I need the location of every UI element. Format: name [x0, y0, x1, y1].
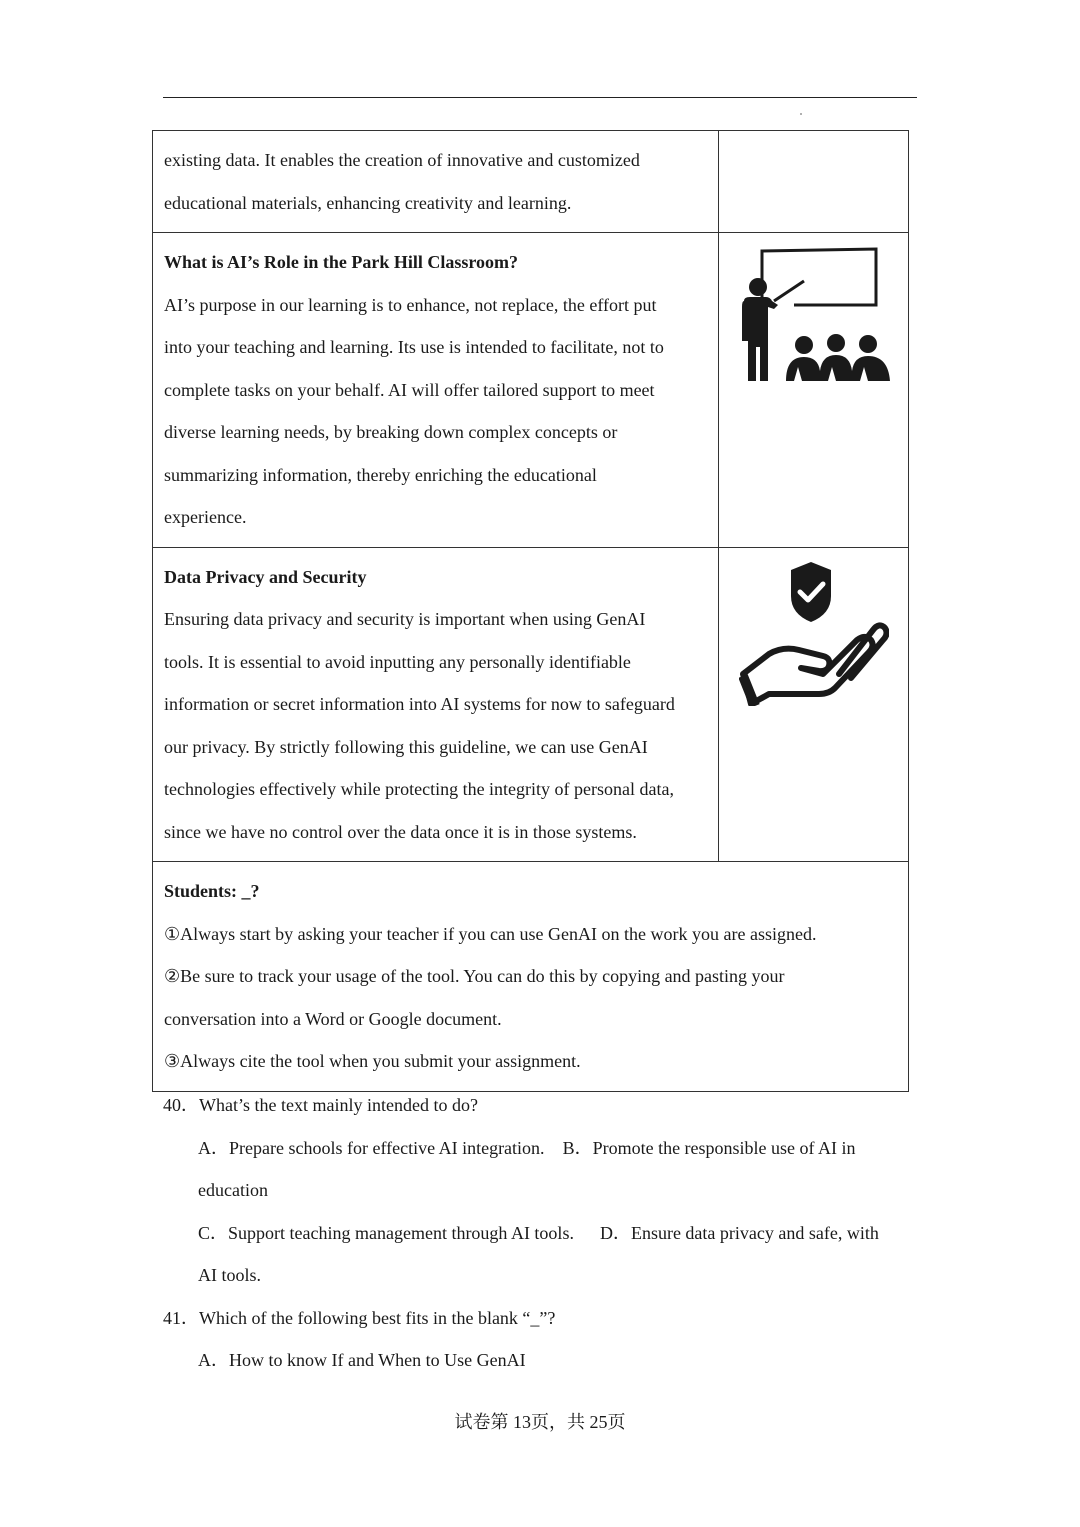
option-line — [163, 1339, 923, 1382]
teacher-classroom-icon — [734, 241, 894, 381]
row2-text-cell — [153, 233, 719, 548]
paragraph-line: since we have no control over the data once it is in those systems. — [164, 821, 637, 842]
paragraph-line: information or secret information into AI systems for now to safeguard — [164, 694, 675, 714]
option-line — [163, 1169, 923, 1212]
questions-section — [163, 1084, 923, 1382]
paragraph-line: ③Always cite the tool when you submit your assignment. — [164, 1051, 581, 1071]
paragraph-line: complete tasks on your behalf. AI will offer tailored support to meet — [164, 379, 655, 400]
option-b: B．Promote the responsible use of AI in — [562, 1137, 856, 1158]
option-a: A．Prepare schools for effective AI integration. — [198, 1137, 545, 1158]
row3-icon-cell — [719, 547, 909, 862]
page-footer: 试卷第 13页，共 25页 — [454, 1412, 626, 1432]
paragraph-line: our privacy. By strictly following this guideline, we can use GenAI — [164, 736, 648, 757]
table-row — [153, 233, 909, 548]
option-d: D．Ensure data privacy and safe, with — [599, 1222, 879, 1243]
row2-icon-cell — [719, 233, 909, 548]
header-dot — [800, 113, 802, 115]
option-line — [163, 1254, 923, 1297]
table-row — [153, 547, 909, 862]
row1-icon-cell — [719, 131, 909, 233]
paragraph-line: ②Be sure to track your usage of the tool. You can do this by copying and pasting your — [164, 966, 785, 986]
table-row — [153, 131, 909, 233]
paragraph-line: ①Always start by asking your teacher if you can use GenAI on the work you are assigned. — [164, 923, 817, 944]
row4-text-cell — [153, 862, 909, 1092]
paragraph-line: tools. It is essential to avoid inputting any personally identifiable — [164, 651, 631, 672]
option-d-continued: AI tools. — [198, 1265, 261, 1285]
row1-text-cell — [153, 131, 719, 233]
option-c: C．Support teaching management through AI tools. — [198, 1222, 574, 1243]
paragraph-line: AI’s purpose in our learning is to enhance, not replace, the effort put — [164, 294, 657, 315]
table-row — [153, 862, 909, 1092]
guideline-table — [152, 130, 909, 1092]
paragraph-line: conversation into a Word or Google document. — [164, 1008, 502, 1029]
paragraph-line: existing data. It enables the creation of innovative and customized — [164, 150, 640, 170]
paragraph-line: into your teaching and learning. Its use is intended to facilitate, not to — [164, 337, 664, 357]
option-line — [163, 1127, 923, 1170]
question-stem: 40．What’s the text mainly intended to do? — [163, 1095, 478, 1115]
option-a: A．How to know If and When to Use GenAI — [198, 1350, 526, 1370]
option-line — [163, 1212, 923, 1255]
section-heading: Data Privacy and Security — [164, 566, 367, 587]
option-b-continued: education — [198, 1180, 268, 1200]
section-heading: What is AI’s Role in the Park Hill Classroom? — [164, 252, 519, 272]
header-rule — [163, 97, 917, 98]
paragraph-line: diverse learning needs, by breaking down complex concepts or — [164, 422, 618, 442]
row3-text-cell — [153, 547, 719, 862]
section-heading: Students: _? — [164, 881, 260, 901]
shield-hand-icon — [739, 556, 889, 706]
paragraph-line: Ensuring data privacy and security is important when using GenAI — [164, 609, 646, 629]
paragraph-line: summarizing information, thereby enriching the educational — [164, 464, 597, 485]
paragraph-line: experience. — [164, 507, 247, 527]
question-stem: 41．Which of the following best fits in the blank “_”? — [163, 1307, 556, 1328]
paragraph-line: technologies effectively while protecting the integrity of personal data, — [164, 779, 674, 799]
paragraph-line: educational materials, enhancing creativity and learning. — [164, 192, 572, 213]
